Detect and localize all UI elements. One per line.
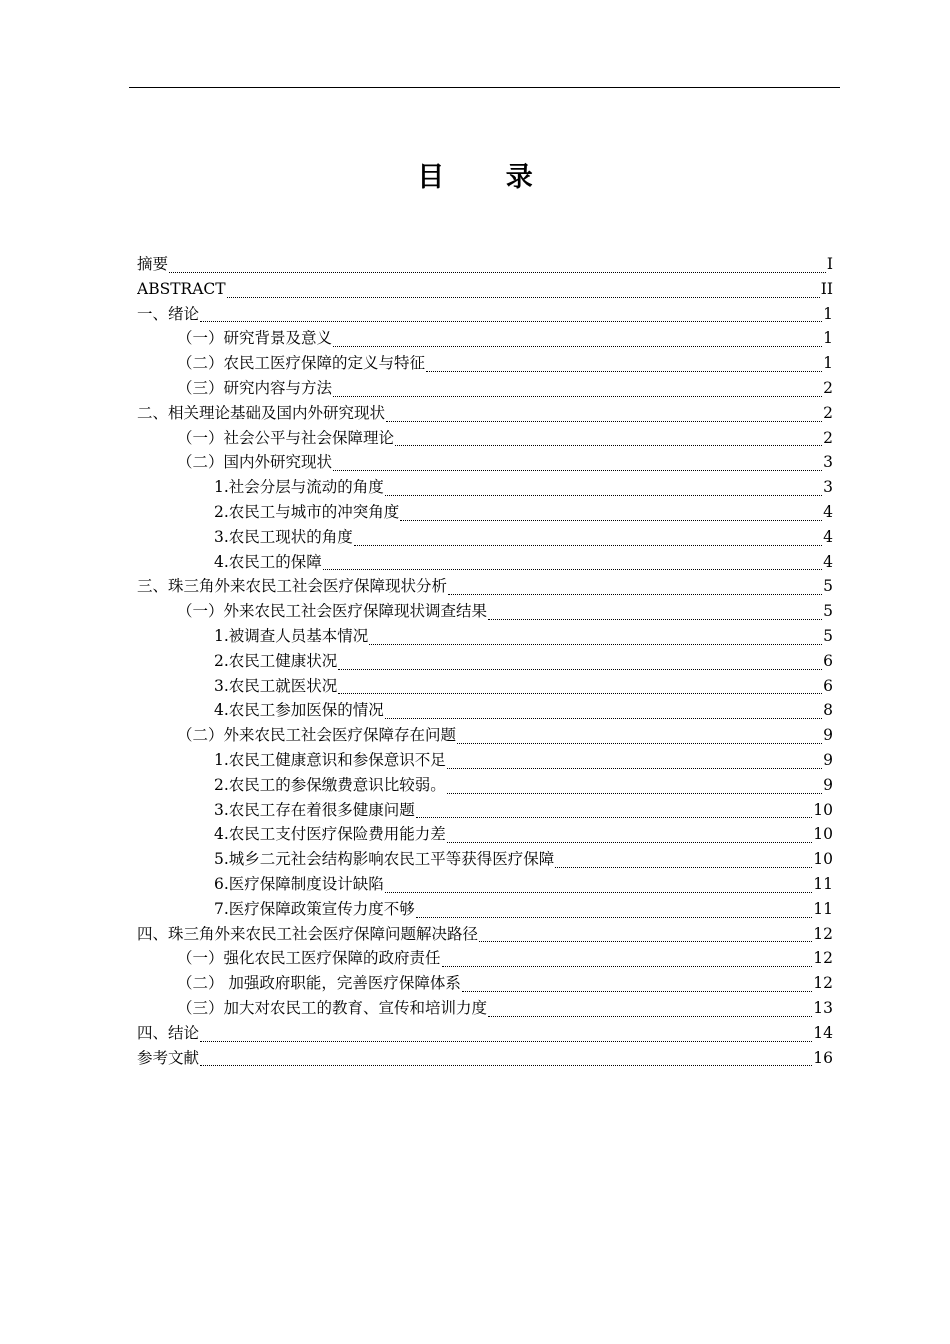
toc-entry-page: 1 [823, 329, 833, 348]
toc-entry-page: 1 [823, 304, 833, 323]
toc-entry-page: 5 [823, 577, 833, 596]
toc-entry-label: （二） 加强政府职能，完善医疗保障体系 [177, 974, 461, 993]
toc-leader-dots [386, 421, 822, 422]
toc-entry-label: 一、绪论 [137, 304, 200, 323]
toc-entry-label: 四、珠三角外来农民工社会医疗保障问题解决路径 [137, 924, 479, 943]
toc-entry[interactable] [137, 475, 833, 500]
toc-entry-label: （一）社会公平与社会保障理论 [177, 428, 395, 447]
toc-leader-dots [333, 346, 822, 347]
toc-leader-dots [395, 445, 822, 446]
toc-entry-page: 9 [823, 775, 833, 794]
toc-leader-dots [488, 1016, 812, 1017]
toc-entry-label: 四、结论 [137, 1023, 200, 1042]
toc-entry[interactable] [137, 525, 833, 550]
toc-entry[interactable] [137, 723, 833, 748]
toc-entry-page: 3 [823, 478, 833, 497]
toc-leader-dots [426, 371, 822, 372]
toc-entry[interactable] [137, 450, 833, 475]
toc-leader-dots [479, 941, 812, 942]
toc-entry-label: 3.农民工现状的角度 [214, 527, 353, 546]
toc-leader-dots [369, 644, 822, 645]
toc-entry[interactable] [137, 550, 833, 575]
toc-entry-page: 8 [823, 701, 833, 720]
toc-entry-label: 2.农民工健康状况 [214, 651, 338, 670]
toc-leader-dots [416, 817, 812, 818]
toc-entry[interactable] [137, 922, 833, 947]
toc-entry[interactable] [137, 649, 833, 674]
toc-entry-page: 14 [813, 1023, 833, 1042]
toc-leader-dots [448, 594, 822, 595]
toc-leader-dots [200, 1065, 812, 1066]
toc-entry-label: （二）外来农民工社会医疗保障存在问题 [177, 726, 457, 745]
toc-entry-page: 9 [823, 750, 833, 769]
toc-leader-dots [416, 917, 812, 918]
toc-entry-page: 6 [823, 676, 833, 695]
toc-entry-page: I [826, 255, 833, 273]
toc-leader-dots [385, 495, 822, 496]
toc-entry[interactable] [137, 326, 833, 351]
toc-entry[interactable] [137, 574, 833, 599]
toc-leader-dots [200, 321, 822, 322]
toc-leader-dots [447, 793, 822, 794]
toc-entry-page: 13 [813, 998, 833, 1017]
toc-entry[interactable] [137, 624, 833, 649]
toc-entry-label: 6.医疗保障制度设计缺陷 [214, 874, 384, 893]
toc-leader-dots [354, 545, 822, 546]
toc-entry-page: II [820, 279, 833, 298]
toc-entry-label: 5.城乡二元社会结构影响农民工平等获得医疗保障 [214, 850, 555, 869]
toc-entry-label: （一）外来农民工社会医疗保障现状调查结果 [177, 602, 488, 621]
toc-leader-dots [338, 693, 822, 694]
toc-entry-page: 2 [823, 378, 833, 397]
toc-entry[interactable] [137, 822, 833, 847]
toc-entry[interactable] [137, 674, 833, 699]
toc-entry[interactable] [137, 847, 833, 872]
toc-entry-label: 7.医疗保障政策宣传力度不够 [214, 899, 415, 918]
toc-leader-dots [488, 619, 822, 620]
toc-entry[interactable] [137, 773, 833, 798]
toc-leader-dots [400, 520, 822, 521]
toc-entry-label: 3.农民工存在着很多健康问题 [214, 800, 415, 819]
toc-entry[interactable] [137, 946, 833, 971]
toc-entry-page: 6 [823, 651, 833, 670]
toc-entry[interactable] [137, 599, 833, 624]
toc-entry-page: 2 [823, 403, 833, 422]
toc-leader-dots [457, 743, 822, 744]
toc-entry-page: 12 [813, 924, 833, 943]
toc-entry-label: （三）加大对农民工的教育、宣传和培训力度 [177, 998, 488, 1017]
toc-leader-dots [462, 991, 812, 992]
toc-leader-dots [338, 669, 822, 670]
toc-leader-dots [385, 892, 812, 893]
toc-leader-dots [447, 842, 812, 843]
toc-entry-label: 二、相关理论基础及国内外研究现状 [137, 403, 386, 422]
toc-leader-dots [333, 396, 822, 397]
toc-entry-page: 11 [813, 899, 833, 918]
toc-entry-label: 4.农民工的保障 [214, 552, 322, 571]
toc-entry[interactable] [137, 798, 833, 823]
toc-entry-label: （二）农民工医疗保障的定义与特征 [177, 354, 426, 373]
toc-entry[interactable] [137, 401, 833, 426]
toc-entry-label: 3.农民工就医状况 [214, 676, 338, 695]
toc-entry-page: 5 [823, 602, 833, 621]
toc-entry[interactable] [137, 252, 833, 277]
toc-leader-dots [442, 966, 813, 967]
toc-entry[interactable] [137, 872, 833, 897]
toc-entry-label: 2.农民工的参保缴费意识比较弱。 [214, 775, 446, 794]
toc-entry[interactable] [137, 996, 833, 1021]
toc-entry-page: 4 [823, 552, 833, 571]
toc-entry-page: 10 [813, 800, 833, 819]
toc-entry[interactable] [137, 426, 833, 451]
toc-leader-dots [447, 768, 822, 769]
toc-entry[interactable] [137, 748, 833, 773]
toc-entry-page: 4 [823, 527, 833, 546]
toc-entry[interactable] [137, 351, 833, 376]
header-rule [129, 87, 840, 88]
toc-entry-label: 1.农民工健康意识和参保意识不足 [214, 750, 446, 769]
toc-leader-dots [169, 272, 826, 273]
toc-leader-dots [385, 718, 822, 719]
toc-leader-dots [323, 569, 822, 570]
toc-entry-page: 12 [813, 949, 833, 968]
toc-entry-label: 1.社会分层与流动的角度 [214, 478, 384, 497]
toc-entry[interactable] [137, 1046, 833, 1071]
toc-entry-label: 2.农民工与城市的冲突角度 [214, 502, 400, 521]
toc-leader-dots [333, 470, 822, 471]
toc-entry-label: ABSTRACT [137, 279, 226, 298]
toc-entry[interactable] [137, 500, 833, 525]
toc-entry-page: 4 [823, 502, 833, 521]
toc-entry-page: 1 [823, 354, 833, 373]
toc-entry[interactable] [137, 897, 833, 922]
toc-leader-dots [227, 297, 820, 298]
toc-entry-page: 10 [813, 825, 833, 844]
toc-entry-label: （一）强化农民工医疗保障的政府责任 [177, 949, 441, 968]
toc-entry[interactable] [137, 971, 833, 996]
toc-entry-page: 12 [813, 974, 833, 993]
toc-title: 目 录 [417, 162, 559, 193]
toc-entry[interactable] [137, 302, 833, 327]
toc-entry[interactable] [137, 277, 833, 302]
toc-entry-label: 4.农民工支付医疗保险费用能力差 [214, 825, 446, 844]
toc-entry-label: 摘要 [137, 255, 169, 273]
toc-entry[interactable] [137, 1021, 833, 1046]
toc-entry-page: 2 [823, 428, 833, 447]
toc-entry-label: 4.农民工参加医保的情况 [214, 701, 384, 720]
toc-entry-label: （三）研究内容与方法 [177, 378, 333, 397]
toc-entry-label: 1.被调查人员基本情况 [214, 626, 369, 645]
toc-leader-dots [555, 867, 812, 868]
toc-entry-label: 参考文献 [137, 1048, 200, 1067]
toc-entry-label: （二）国内外研究现状 [177, 453, 333, 472]
toc-entry-page: 10 [813, 850, 833, 869]
table-of-contents [137, 252, 833, 1070]
toc-entry-page: 11 [813, 874, 833, 893]
toc-leader-dots [200, 1041, 812, 1042]
toc-entry-page: 16 [813, 1048, 833, 1067]
toc-entry-label: 三、珠三角外来农民工社会医疗保障现状分析 [137, 577, 448, 596]
toc-entry[interactable] [137, 698, 833, 723]
toc-entry[interactable] [137, 376, 833, 401]
toc-entry-page: 3 [823, 453, 833, 472]
toc-entry-page: 9 [823, 726, 833, 745]
toc-entry-page: 5 [823, 626, 833, 645]
toc-entry-label: （一）研究背景及意义 [177, 329, 333, 348]
